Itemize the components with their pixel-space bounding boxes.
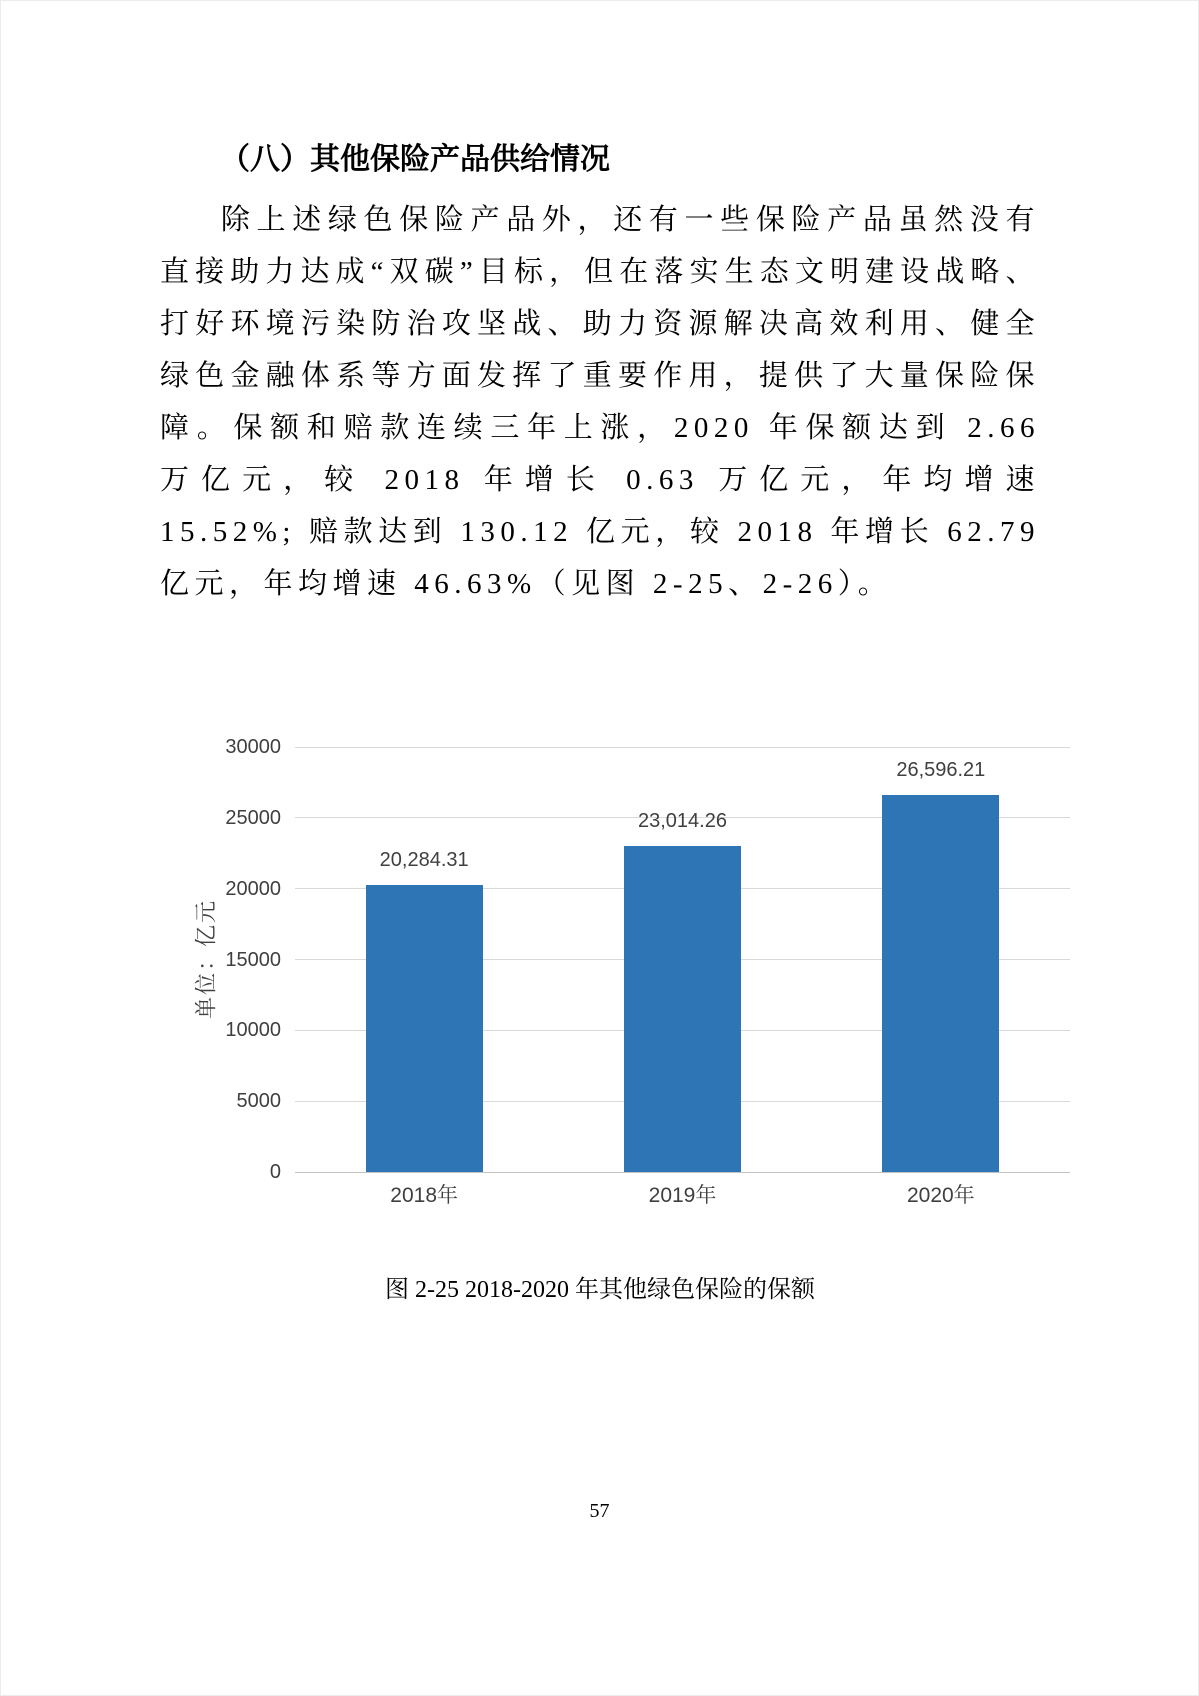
section-heading: （八）其他保险产品供给情况	[220, 143, 610, 176]
x-axis-category-label: 2018年	[390, 1184, 459, 1207]
page-number: 57	[589, 1500, 610, 1522]
y-axis-tick-label: 20000	[225, 877, 281, 900]
body-paragraph: 除上述绿色保险产品外，还有一些保险产品虽然没有直接助力达成“双碳”目标，但在落实生态文明建设战略、打好环境污染防治攻坚战、助力资源解决高效利用、健全绿色金融体系等方面发挥了重要作用，提供了大量保险保障。保额和赔款连续三年上涨，2020 年保额达到 2.66 万亿元，较 2018 年增长 0.63 万亿元，年均增速 15.52%; 赔款达到 130.12 亿元，较 2018 年增长 62.79 亿元，年均增速 46.63%（见图 2-25、2-26）。	[160, 204, 1040, 600]
y-axis-tick-label: 10000	[225, 1019, 281, 1042]
y-axis-tick-label: 15000	[225, 948, 281, 971]
y-axis-title: 单位：亿元	[193, 898, 219, 1020]
bar-data-label: 20,284.31	[379, 848, 469, 871]
figure-caption: 图 2-25 2018-2020 年其他绿色保险的保额	[385, 1277, 815, 1303]
text-column	[160, 140, 1040, 610]
bar	[882, 795, 999, 1172]
gridline	[295, 747, 1070, 748]
x-axis-category-label: 2019年	[648, 1184, 717, 1207]
bar	[624, 846, 741, 1172]
y-axis-tick-label: 5000	[236, 1090, 281, 1113]
y-axis-tick-label: 25000	[225, 806, 281, 829]
bar	[366, 885, 483, 1172]
bar-data-label: 26,596.21	[896, 759, 986, 782]
x-axis-category-label: 2020年	[906, 1184, 975, 1207]
y-axis-tick-label: 30000	[225, 736, 281, 758]
bar-chart	[193, 736, 1070, 1207]
y-axis-tick-label: 0	[269, 1161, 281, 1183]
bar-data-label: 23,014.26	[638, 809, 727, 832]
